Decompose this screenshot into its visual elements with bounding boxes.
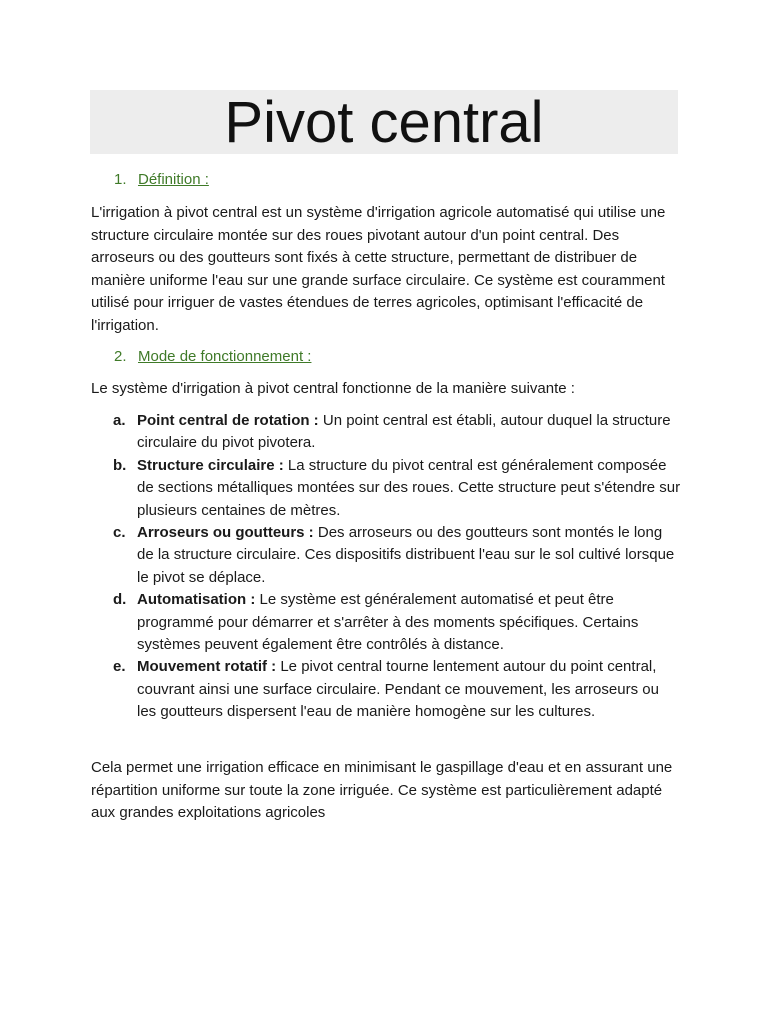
list-item-term: Structure circulaire :	[137, 456, 284, 474]
list-item	[91, 522, 681, 589]
list-item-term: Arroseurs ou goutteurs :	[137, 524, 314, 542]
list-item-letter: c.	[113, 524, 126, 542]
title-banner	[90, 90, 678, 154]
section-heading-definition	[114, 170, 209, 190]
list-item-text: Des arroseurs ou des goutteurs sont montés le long de la structure circulaire. Ces dispositifs distribuent l'eau sur le sol cultivé lorsque le pivot se déplace.	[137, 524, 675, 586]
list-item-text: Un point central est établi, autour duquel la structure circulaire du pivot pivotera.	[137, 412, 671, 452]
list-item-letter: a.	[113, 412, 126, 429]
list-item-letter: b.	[113, 456, 127, 474]
list-item-text: La structure du pivot central est généralement composée de sections métalliques montées sur des roues. Cette structure peut s'étendre sur plusieurs centaines de mètres.	[137, 456, 681, 519]
section-number: 1.	[114, 171, 127, 188]
list-item-term: Automatisation :	[137, 591, 256, 609]
list-item-text: Le système est généralement automatisé et peut être programmé pour démarrer et s'arrêter à des moments spécifiques. Certains systèmes peuvent également être contrôlés à distance.	[137, 591, 639, 654]
section-heading-text: Définition :	[138, 171, 209, 188]
list-item	[91, 410, 681, 455]
list-item-letter: d.	[113, 591, 127, 609]
list-item	[91, 589, 681, 656]
definition-paragraph: L'irrigation à pivot central est un système d'irrigation agricole automatisé qui utilise une structure circulaire montée sur des roues pivotant autour d'un point central. Des arroseurs ou des goutteurs sont fixés à cette structure, permettant de distribuer de manière uniforme l'eau sur une grande surface circulaire. Ce système est couramment utilisé pour irriguer de vastes étendues de terres agricoles, optimisant l'efficacité de l'irrigation.	[91, 204, 666, 334]
section-heading-mode	[114, 347, 311, 367]
list-item	[91, 656, 681, 723]
steps-list	[91, 410, 681, 724]
list-item-term: Mouvement rotatif :	[137, 658, 277, 676]
section-heading-text: Mode de fonctionnement :	[138, 348, 312, 365]
list-item	[91, 455, 681, 522]
conclusion-paragraph: Cela permet une irrigation efficace en minimisant le gaspillage d'eau et en assurant une répartition uniforme sur toute la zone irriguée. Ce système est particulièrement adapté aux grandes exploitations agricoles	[91, 759, 673, 821]
section-number: 2.	[114, 348, 127, 365]
page-title: Pivot central	[224, 90, 544, 155]
mode-intro-paragraph: Le système d'irrigation à pivot central fonctionne de la manière suivante :	[91, 380, 575, 397]
list-item-text: Le pivot central tourne lentement autour du point central, couvrant ainsi une surface circulaire. Pendant ce mouvement, les arroseurs ou les goutteurs dispersent l'eau de manière homogène sur les cultures.	[137, 658, 659, 721]
list-item-letter: e.	[113, 658, 126, 676]
list-item-term: Point central de rotation :	[137, 412, 319, 429]
